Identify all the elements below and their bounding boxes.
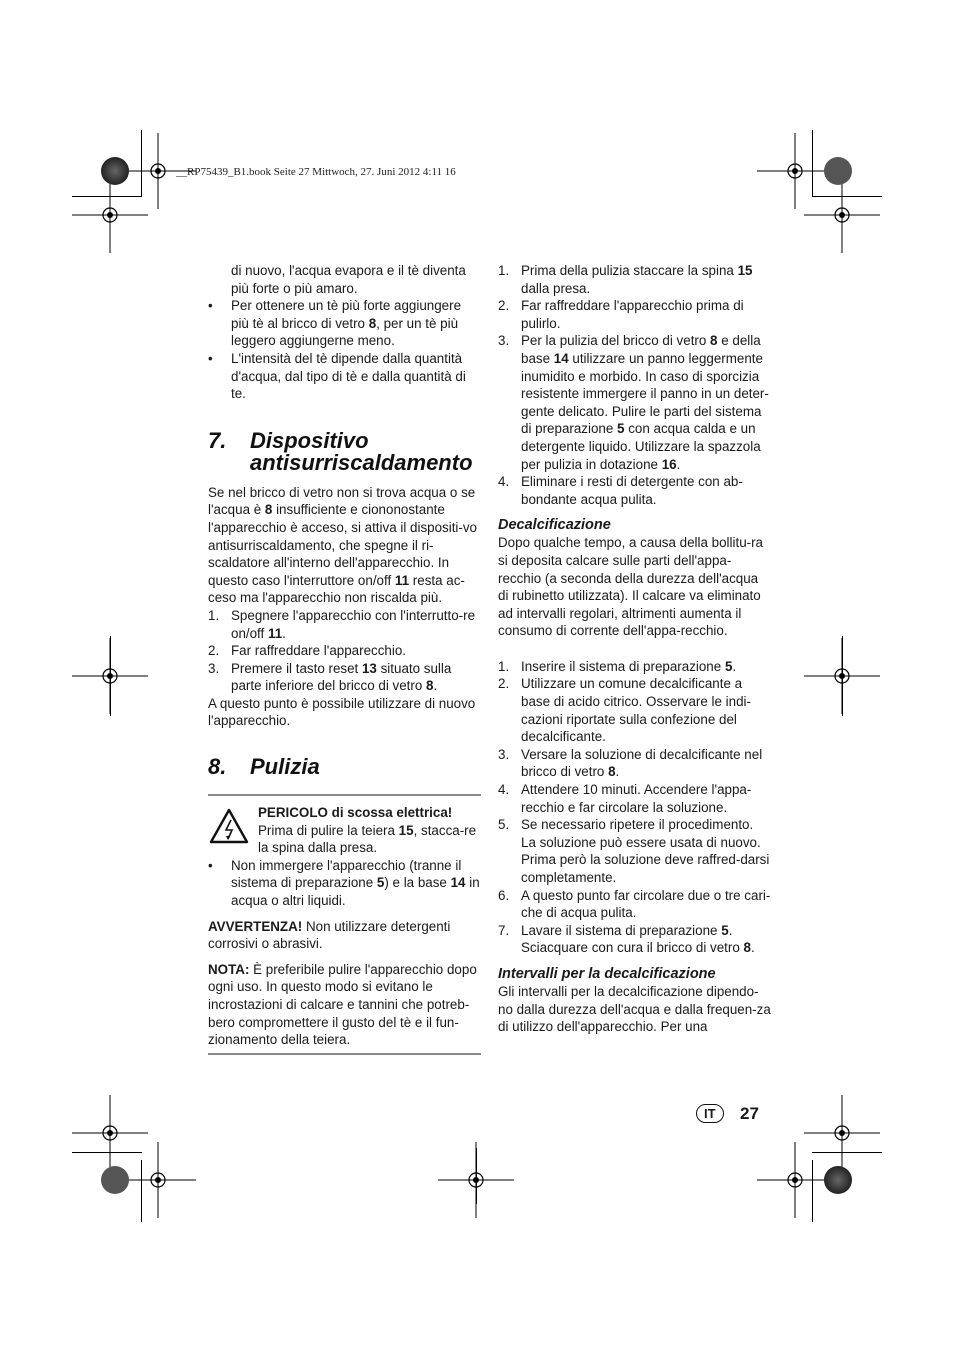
- section-heading-7: 7. Dispositivo antisurriscaldamento: [208, 427, 473, 475]
- list-item: 7. Lavare il sistema di preparazione 5. Sciacquare con cura il bricco di vetro 8.: [498, 922, 755, 956]
- star-target-icon: [101, 157, 129, 185]
- list-item: • Non immergere l'apparecchio (tranne il sistema di preparazione 5) e la base 14 in acqua o altri liquidi.: [208, 857, 480, 909]
- file-info-header: __RP75439_B1.book Seite 27 Mittwoch, 27. Juni 2012 4:11 16: [176, 166, 456, 178]
- page-number: 27: [740, 1104, 759, 1123]
- subheading-intervalli: Intervalli per la decalcificazione: [498, 965, 716, 982]
- list-item: 1. Inserire il sistema di preparazione 5.: [498, 658, 737, 674]
- register-cross-icon: [757, 1142, 833, 1218]
- star-target-icon: [824, 157, 852, 185]
- language-badge: IT: [696, 1104, 724, 1123]
- register-cross-icon: [804, 638, 880, 714]
- list-item: • L'intensità del tè dipende dalla quantità d'acqua, dal tipo di tè e dalla quantità di te.: [208, 350, 466, 402]
- paragraph: Se nel bricco di vetro non si trova acqua o se l'acqua è 8 insufficiente e ciononostante l'apparecchio è acceso, si attiva il dispositi-vo antisurriscaldamento, che spegne il ri-scaldatore all'interno dell'apparecchio. In questo caso l'interruttore on/off 11 resta ac-ceso ma l'apparecchio non riscalda più.: [208, 484, 478, 606]
- danger-box: [208, 804, 481, 857]
- paragraph: Dopo qualche tempo, a causa della bollitu-ra si deposita calcare sulle parti dell'appa-recchio (a seconda della durezza dell'acqua di rubinetto utilizzata). Il calcare va eliminato ad intervalli regolari, altrimenti aumenta il consumo di corrente dell'appa-recchio.: [498, 535, 764, 639]
- danger-text: Prima di pulire la teiera 15, stacca-re la spina dalla presa.: [258, 822, 477, 856]
- left-column: [208, 262, 481, 1055]
- list-item: 3. Per la pulizia del bricco di vetro 8 e della base 14 utilizzare un panno leggermente inumidito e morbido. In caso di sporcizia resistente immergere il panno in un deter-gente delicato. Pulire le parti del sistema di preparazione 5 con acqua calda e un detergente liquido. Utilizzare la spazzola per pulizia in dotazione 16.: [498, 333, 769, 472]
- list-item: 5. Se necessario ripetere il procedimento. La soluzione può essere usata di nuovo. Prima però la soluzione deve raffred-darsi completamente.: [498, 817, 770, 885]
- section-heading-8: 8. Pulizia: [208, 754, 320, 780]
- register-cross-icon: [804, 1095, 880, 1171]
- register-cross-icon: [72, 638, 148, 714]
- intro-continuation: di nuovo, l'acqua evapora e il tè diventa più forte o più amaro.: [231, 263, 466, 296]
- right-column: [498, 262, 771, 1036]
- list-item: 4. Attendere 10 minuti. Accendere l'appa-recchio e far circolare la soluzione.: [498, 782, 752, 815]
- register-cross-icon: [72, 177, 148, 253]
- list-item: 1. Prima della pulizia staccare la spina 15 dalla presa.: [498, 263, 753, 296]
- star-target-icon: [101, 1166, 129, 1194]
- register-cross-icon: [438, 1142, 514, 1218]
- paragraph: Gli intervalli per la decalcificazione dipendo-no dalla durezza dell'acqua e dalla frequen-za di utilizzo dell'apparecchio. Per una: [498, 983, 771, 1035]
- register-cross-icon: [72, 1095, 148, 1171]
- electric-hazard-icon: [209, 808, 249, 844]
- subheading-decalcificazione: Decalcificazione: [498, 517, 611, 534]
- list-item: • Per ottenere un tè più forte aggiungere più tè al bricco di vetro 8, per un tè più leggero aggiungerne meno.: [208, 298, 462, 349]
- list-item: 1. Spegnere l'apparecchio con l'interrutto-re on/off 11.: [208, 607, 476, 641]
- list-item: 4. Eliminare i resti di detergente con ab-bondante acqua pulita.: [498, 474, 743, 507]
- paragraph: A questo punto è possibile utilizzare di nuovo l'apparecchio.: [208, 695, 476, 729]
- register-cross-icon: [804, 177, 880, 253]
- register-cross-icon: [757, 133, 833, 209]
- star-target-icon: [824, 1166, 852, 1194]
- divider: [208, 1053, 481, 1055]
- list-item: 2. Far raffreddare l'apparecchio prima di pulirlo.: [498, 298, 744, 331]
- list-item: 2. Far raffreddare l'apparecchio.: [208, 643, 406, 659]
- list-item: 6. A questo punto far circolare due o tre cari-che di acqua pulita.: [498, 887, 771, 921]
- register-cross-icon: [120, 1142, 196, 1218]
- list-item: 3. Premere il tasto reset 13 situato sulla parte inferiore del bricco di vetro 8.: [208, 660, 452, 694]
- danger-title: PERICOLO di scossa elettrica!: [258, 805, 453, 821]
- list-item: 2. Utilizzare un comune decalcificante a base di acido citrico. Osservare le indi-cazioni riportate sulla confezione del decalcificante.: [498, 676, 751, 745]
- list-item: 3. Versare la soluzione di decalcificante nel bricco di vetro 8.: [498, 746, 763, 780]
- info-note: NOTA: È preferibile pulire l'apparecchio dopo ogni uso. In questo modo si evitano le incrostazioni di calcare e tannini che potreb-bero compromettere il gusto del tè e il fun-zionamento della teiera.: [208, 961, 477, 1048]
- warning-note: AVVERTENZA! Non utilizzare detergenti corrosivi o abrasivi.: [208, 918, 451, 952]
- page-footer: [696, 1104, 759, 1124]
